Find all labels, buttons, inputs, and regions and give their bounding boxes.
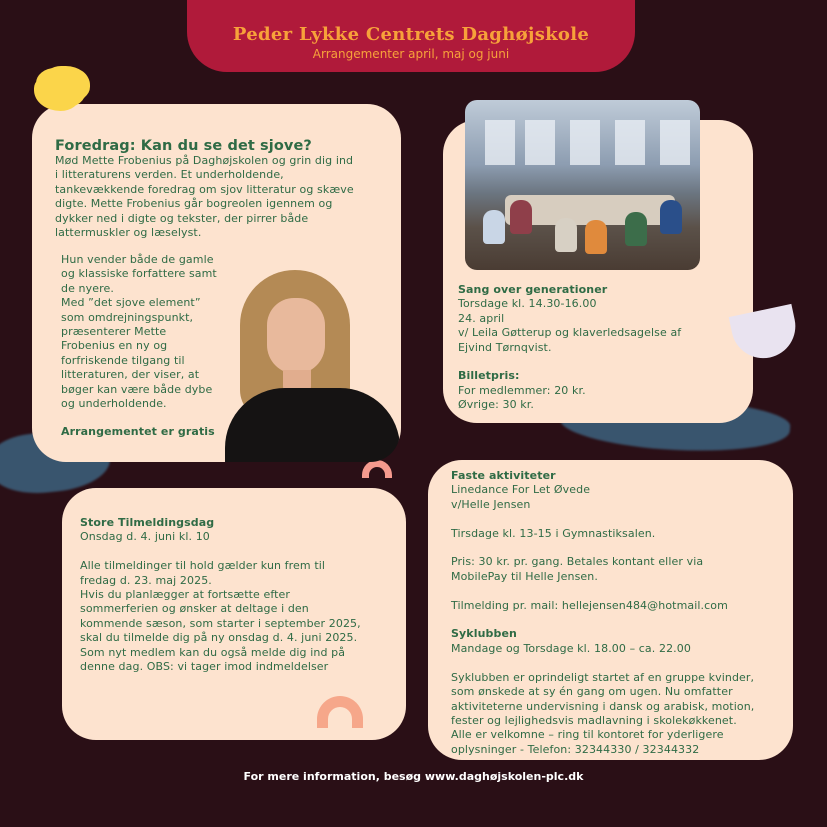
singing-section — [458, 283, 748, 413]
linedance-signup: Tilmelding pr. mail: hellejensen484@hotmail.com — [451, 598, 728, 612]
linedance-activity: Linedance For Let Øvede v/Helle Jensen — [451, 483, 591, 511]
registration-section — [80, 516, 400, 674]
footer-info: For mere information, besøg www.daghøjskolen-plc.dk — [243, 770, 584, 783]
price-heading: Billetpris: — [458, 369, 520, 383]
pink-arch-decoration-small — [362, 460, 392, 478]
linedance-price: Pris: 30 kr. pr. gang. Betales kontant eller via MobilePay til Helle Jensen. — [451, 555, 704, 583]
lecture-free-note: Arrangementet er gratis — [61, 425, 215, 438]
page-subtitle: Arrangementer april, maj og juni — [312, 47, 510, 61]
lecture-body: Hun vender både de gamle og klassiske forfattere samt de nyere. Med ”det sjove element” som omdrejningspunkt, præsenterer Mette Frobenius en ny og forfriskende tilgang til litteraturen, der viser, at bøger kan være både dybe og underholdende. — [61, 253, 217, 411]
header-banner — [187, 0, 635, 72]
activities-heading: Faste aktiviteter — [451, 469, 556, 482]
sewing-club-time: Mandage og Torsdage kl. 18.00 – ca. 22.00 — [451, 641, 691, 655]
linedance-time: Tirsdage kl. 13-15 i Gymnastiksalen. — [451, 526, 656, 540]
price-details: For medlemmer: 20 kr. Øvrige: 30 kr. — [458, 383, 586, 412]
page-title: Peder Lykke Centrets Daghøjskole — [232, 24, 590, 45]
photo-group-singing — [465, 100, 700, 270]
sewing-club-heading: Syklubben — [451, 627, 517, 641]
activities-section — [451, 469, 786, 757]
registration-body: Alle tilmeldinger til hold gælder kun frem til fredag d. 23. maj 2025. Hvis du planlægger at fortsætte efter sommerferien og ønsker at deltage i den kommende sæson, som starter i september 2025, skal du tilmelde dig på ny onsdag d. 4. juni 2025. Som nyt medlem kan du også melde dig ind på denne dag. OBS: vi tager imod indmeldelser — [80, 559, 361, 674]
registration-date: Onsdag d. 4. juni kl. 10 — [80, 530, 210, 544]
photo-mette-frobenius — [225, 270, 400, 462]
lecture-intro: Mød Mette Frobenius på Daghøjskolen og grin dig ind i litteraturens verden. Et underholdende, tankevækkende foredrag om sjov litteratur og skæve digte. Mette Frobenius går bogreolen igennem og dykker ned i digte og tekster, der pirrer både lattermuskler og læselyst. — [55, 154, 354, 240]
registration-heading: Store Tilmeldingsdag — [80, 516, 215, 529]
sewing-club-body: Syklubben er oprindeligt startet af en gruppe kvinder, som ønskede at sy én gang om ugen. Nu omfatter aktiviteterne undervisning i dansk og arabisk, motion, fester og lejlighedsvis madlavning i skolekøkkenet. Alle er velkomne – ring til kontoret for yderligere oplysninger - Telefon: 32344330 / 32344332 — [451, 670, 755, 756]
yellow-blob-decoration — [36, 68, 86, 108]
singing-heading: Sang over generationer — [458, 283, 608, 296]
singing-details: Torsdage kl. 14.30-16.00 24. april v/ Leila Gøtterup og klaverledsagelse af Ejvind Tørnqvist. — [458, 297, 682, 354]
lecture-heading: Foredrag: Kan du se det sjove? — [55, 138, 312, 154]
